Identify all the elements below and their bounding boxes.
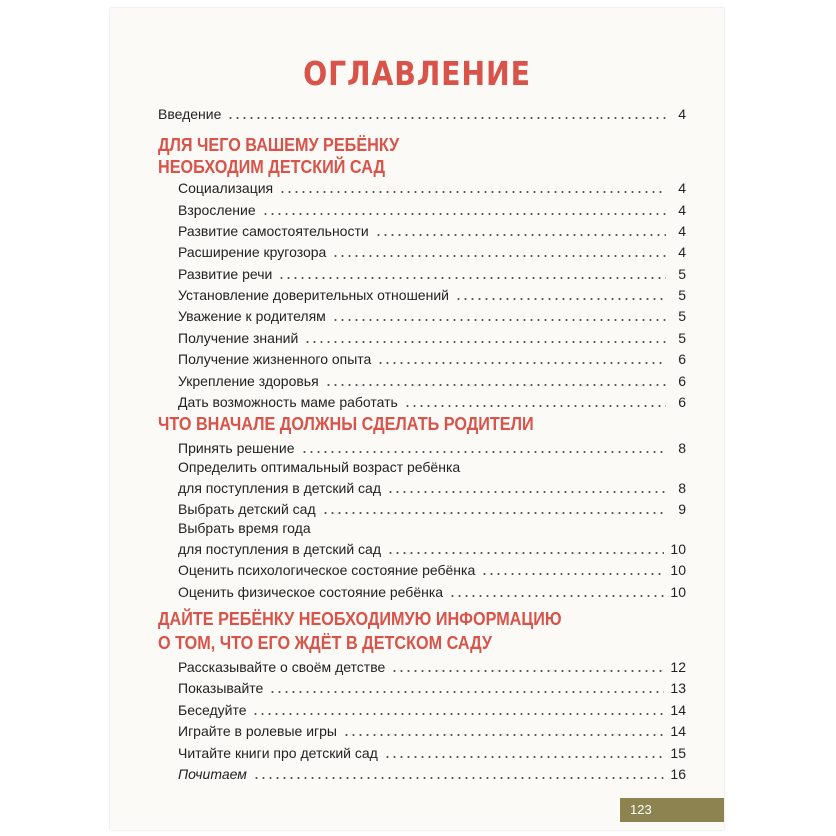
toc-entry-label: Взросление bbox=[178, 202, 256, 218]
dot-leader bbox=[375, 234, 666, 236]
toc-entry bbox=[178, 326, 686, 346]
toc-entry bbox=[178, 698, 686, 718]
toc-entry-page: 12 bbox=[670, 659, 686, 675]
toc-entry bbox=[178, 719, 686, 739]
toc-entry-label: Развитие речи bbox=[178, 266, 273, 282]
toc-entry-page: 4 bbox=[678, 106, 686, 122]
toc-entry-label: Получение знаний bbox=[178, 330, 299, 346]
toc-entry bbox=[178, 283, 686, 303]
toc-entry bbox=[178, 537, 686, 557]
toc-entry-label: Беседуйте bbox=[178, 702, 247, 718]
dot-leader bbox=[481, 573, 664, 575]
toc-entry-label: Развитие самостоятельности bbox=[178, 223, 369, 239]
dot-leader bbox=[332, 255, 666, 257]
toc-entry-page: 14 bbox=[670, 702, 686, 718]
toc-entry-page: 8 bbox=[678, 480, 686, 496]
dot-leader bbox=[304, 341, 666, 343]
page-title: ОГЛАВЛЕНИЕ bbox=[303, 54, 531, 93]
toc-entry-label: Введение bbox=[158, 106, 222, 122]
toc-entry bbox=[178, 558, 686, 578]
toc-entry bbox=[178, 240, 686, 260]
toc-entry-page: 5 bbox=[678, 266, 686, 282]
toc-entry-label: Показывайте bbox=[178, 680, 264, 696]
dot-leader bbox=[325, 384, 666, 386]
dot-leader bbox=[227, 117, 666, 119]
toc-entry-page: 6 bbox=[678, 373, 686, 389]
toc-entry-intro bbox=[158, 102, 686, 122]
toc-entry bbox=[178, 436, 686, 456]
toc-entry bbox=[178, 741, 686, 761]
dot-leader bbox=[262, 213, 666, 215]
dot-leader bbox=[343, 734, 664, 736]
dot-leader bbox=[332, 319, 666, 321]
toc-entry-label: Читайте книги про детский сад bbox=[178, 745, 378, 761]
toc-entry-label: Почитаем bbox=[178, 766, 247, 782]
toc-entry-page: 5 bbox=[678, 308, 686, 324]
toc-entry-label: Играйте в ролевые игры bbox=[178, 723, 337, 739]
toc-entry-page: 14 bbox=[670, 723, 686, 739]
toc-entry-label: Принять решение bbox=[178, 440, 295, 456]
toc-entry bbox=[178, 262, 686, 282]
dot-leader bbox=[253, 777, 665, 779]
dot-leader bbox=[391, 670, 664, 672]
toc-entry-page: 4 bbox=[678, 223, 686, 239]
dot-leader bbox=[377, 362, 666, 364]
toc-entry-page: 15 bbox=[670, 745, 686, 761]
section-heading-3-line-1: ДАЙТЕ РЕБЁНКУ НЕОБХОДИМУЮ ИНФОРМАЦИЮ bbox=[158, 609, 562, 629]
toc-entry bbox=[178, 655, 686, 675]
book-page bbox=[110, 8, 724, 830]
toc-entry bbox=[178, 198, 686, 218]
toc-entry bbox=[178, 176, 686, 196]
dot-leader bbox=[322, 512, 666, 514]
dot-leader bbox=[301, 451, 666, 453]
toc-entry-label: Рассказывайте о своём детстве bbox=[178, 659, 386, 675]
toc-entry-page: 13 bbox=[670, 680, 686, 696]
toc-entry-label: Оценить физическое состояние ребёнка bbox=[178, 584, 444, 600]
toc-entry-label: Выбрать детский сад bbox=[178, 501, 316, 517]
dot-leader bbox=[279, 191, 666, 193]
toc-entry-page: 5 bbox=[678, 287, 686, 303]
toc-entry-page: 16 bbox=[670, 766, 686, 782]
toc-entry-page: 6 bbox=[678, 394, 686, 410]
toc-entry-page: 10 bbox=[670, 541, 686, 557]
section-heading-1-line-1: ДЛЯ ЧЕГО ВАШЕМУ РЕБЁНКУ bbox=[158, 135, 400, 155]
section-heading-3-line-2: О ТОМ, ЧТО ЕГО ЖДЁТ В ДЕТСКОМ САДУ bbox=[158, 633, 492, 653]
dot-leader bbox=[252, 713, 664, 715]
toc-entry-label: Уважение к родителям bbox=[178, 308, 326, 324]
toc-entry-label: Расширение кругозора bbox=[178, 244, 327, 260]
toc-entry-label: Установление доверительных отношений bbox=[178, 287, 449, 303]
toc-entry-page: 5 bbox=[678, 330, 686, 346]
toc-entry bbox=[178, 304, 686, 324]
toc-entry bbox=[178, 580, 686, 600]
toc-entry-label: Социализация bbox=[178, 180, 274, 196]
toc-entry-label: Получение жизненного опыта bbox=[178, 351, 372, 367]
dot-leader bbox=[384, 756, 665, 758]
toc-entry bbox=[178, 347, 686, 367]
section-heading-1-line-2: НЕОБХОДИМ ДЕТСКИЙ САД bbox=[158, 157, 386, 177]
toc-entry-label: для поступления в детский сад bbox=[178, 480, 381, 496]
toc-entry bbox=[178, 476, 686, 496]
toc-entry-page: 10 bbox=[670, 562, 686, 578]
toc-entry-page: 4 bbox=[678, 180, 686, 196]
toc-entry bbox=[178, 219, 686, 239]
toc-entry-first-line: Определить оптимальный возраст ребёнка bbox=[178, 459, 461, 475]
toc-entry-page: 9 bbox=[678, 501, 686, 517]
toc-entry-page: 10 bbox=[670, 584, 686, 600]
toc-entry bbox=[178, 369, 686, 389]
toc-entry bbox=[178, 497, 686, 517]
toc-entry-label: Укрепление здоровья bbox=[178, 373, 319, 389]
toc-entry-page: 4 bbox=[678, 202, 686, 218]
toc-entry-label: для поступления в детский сад bbox=[178, 541, 381, 557]
toc-entry-page: 8 bbox=[678, 440, 686, 456]
toc-entry-first-line: Выбрать время года bbox=[178, 520, 311, 536]
page-number-tab: 123 bbox=[620, 798, 724, 822]
dot-leader bbox=[278, 277, 666, 279]
toc-entry-label: Оценить психологическое состояние ребёнка bbox=[178, 562, 476, 578]
dot-leader bbox=[387, 552, 664, 554]
section-heading-2: ЧТО ВНАЧАЛЕ ДОЛЖНЫ СДЕЛАТЬ РОДИТЕЛИ bbox=[158, 414, 534, 434]
toc-entry bbox=[178, 676, 686, 696]
toc-entry-label: Дать возможность маме работать bbox=[178, 394, 398, 410]
toc-entry-page: 6 bbox=[678, 351, 686, 367]
toc-entry-page: 4 bbox=[678, 244, 686, 260]
toc-entry bbox=[178, 762, 686, 782]
dot-leader bbox=[404, 405, 666, 407]
toc-entry bbox=[178, 390, 686, 410]
dot-leader bbox=[455, 298, 666, 300]
dot-leader bbox=[387, 491, 666, 493]
dot-leader bbox=[269, 691, 664, 693]
dot-leader bbox=[449, 595, 664, 597]
